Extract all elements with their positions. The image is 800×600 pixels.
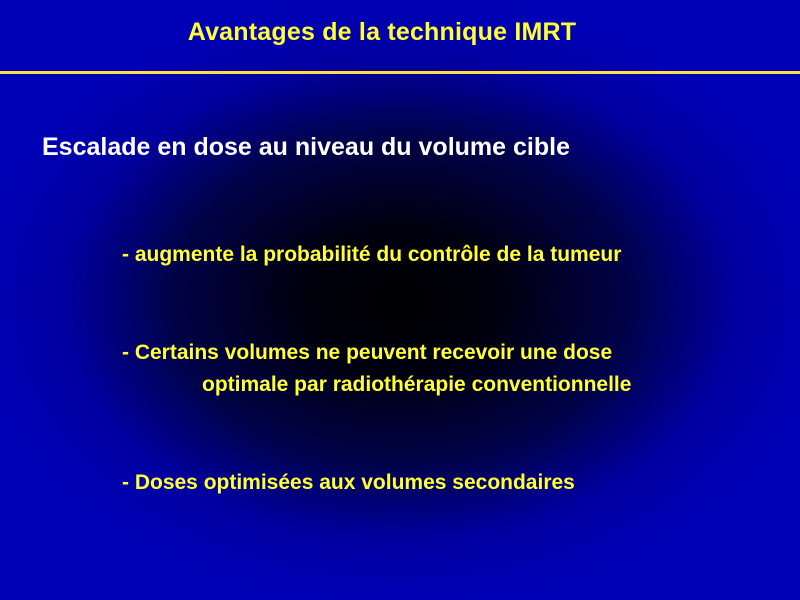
bullet-3: - Doses optimisées aux volumes secondaires — [122, 471, 575, 494]
bullet-2: - Certains volumes ne peuvent recevoir une dose — [122, 341, 613, 364]
title-divider — [0, 71, 800, 74]
bullet-1: - augmente la probabilité du contrôle de la tumeur — [122, 243, 622, 266]
bullet-2-continuation: optimale par radiothérapie conventionnelle — [202, 373, 632, 396]
main-heading: Escalade en dose au niveau du volume cible — [42, 133, 570, 161]
slide-title: Avantages de la technique IMRT — [187, 18, 577, 46]
